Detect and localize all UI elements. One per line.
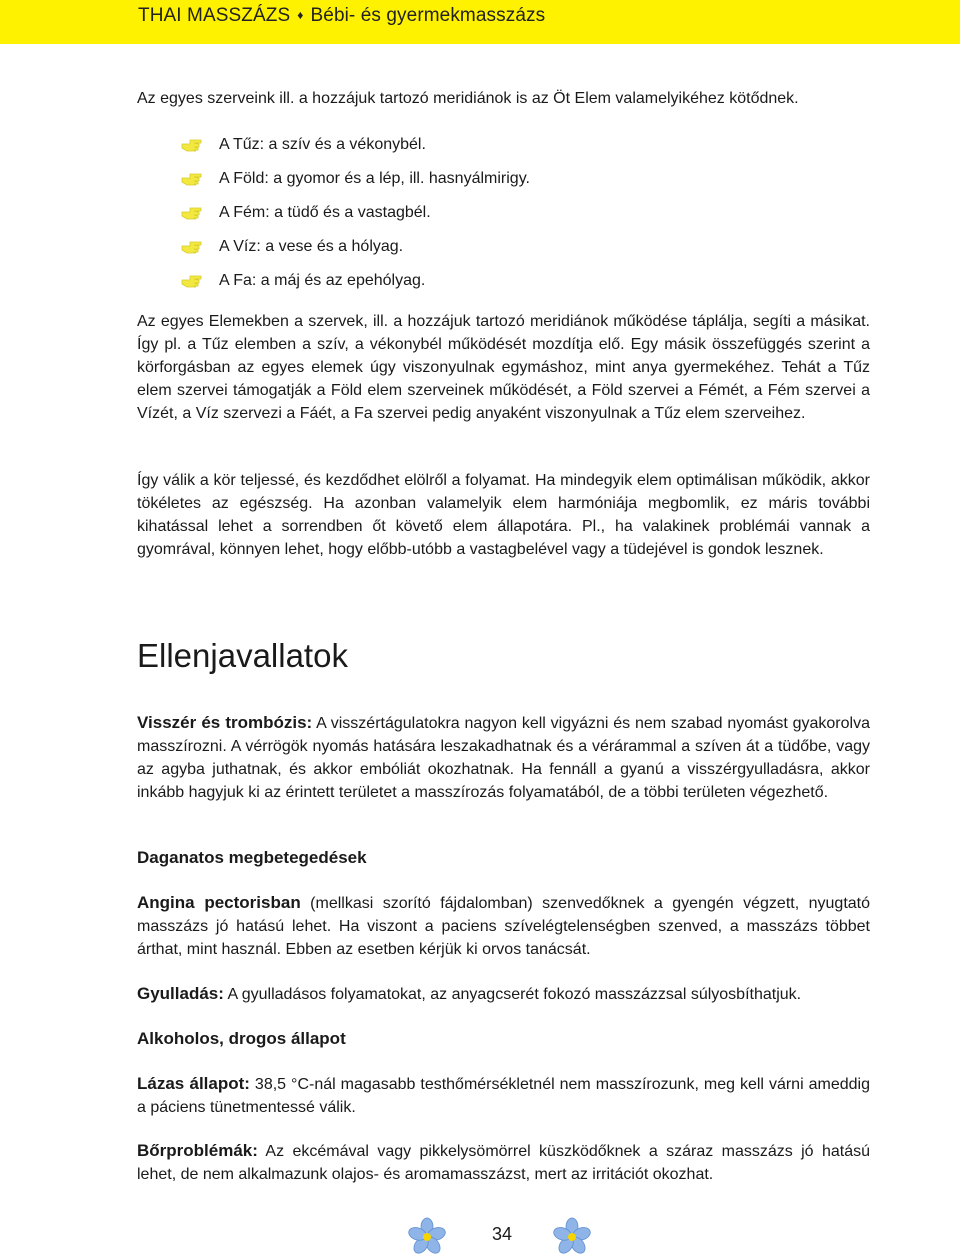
page-header: [0, 0, 960, 44]
contraindication-text: 38,5 °C-nál magasabb testhőmérsékletnél nem masszírozunk, meg kell várni ameddig a páciens tünetmentessé válik.: [137, 1076, 870, 1116]
contraindication-lead: Alkoholos, drogos állapot: [137, 1029, 346, 1048]
hand-pointer-icon: [181, 205, 203, 221]
list-item-text: A Fém: a tüdő és a vastagbél.: [219, 204, 431, 221]
contraindication-lead: Daganatos megbetegedések: [137, 848, 367, 867]
contraindication-lazas: [137, 1072, 870, 1119]
hand-pointer-icon: [181, 273, 203, 289]
list-item: [181, 162, 530, 196]
contraindication-gyulladas: [137, 982, 870, 1006]
list-item: [181, 230, 530, 264]
header-title: THAI MASSZÁZS: [138, 5, 291, 26]
diamond-icon: ♦: [297, 8, 304, 22]
contraindication-visszer: [137, 711, 870, 804]
hand-pointer-icon: [181, 171, 203, 187]
list-item: [181, 264, 530, 298]
list-item: [181, 128, 530, 162]
header-text: [138, 5, 545, 27]
contraindication-text: (mellkasi szorító fájdalomban) szenvedőknek a gyengén végzett, nyugtató masszázs jó hatású lehet. Ha viszont a paciens szívelégtelenségben szenved, a masszázs többet árthat, mint használ. Ebben az esetben kérjük ki orvos tanácsát.: [137, 895, 871, 958]
hand-pointer-icon: [181, 239, 203, 255]
contraindication-lead: Visszér és trombózis:: [137, 713, 313, 732]
elements-relation-paragraph: Az egyes Elemekben a szervek, ill. a hozzájuk tartozó meridiánok működése táplálja, segíti a másikat. Így pl. a Tűz elemben a szív, a vékonybél működését mozdítja elő. Egy másik összefüggés szerint a körforgásban az egyes elemek úgy viszonyulnak egymáshoz, mint anya gyermekéhez. Tehát a Tűz elem szervei támogatják a Föld elem szerveinek működését, a Föld szervei a Fémét, a Fém szervei a Vízét, a Víz szervezi a Fáét, a Fa szervei pedig anyaként viszonyulnak a Tűz elem szerveihez.: [137, 313, 870, 422]
contraindication-angina: [137, 891, 870, 961]
contraindication-lead: Gyulladás:: [137, 984, 224, 1003]
contraindication-lead: Angina pectorisban: [137, 893, 301, 912]
list-item-text: A Föld: a gyomor és a lép, ill. hasnyálmirigy.: [219, 170, 530, 187]
page-number: 34: [492, 1224, 513, 1244]
contraindication-alkohol: [137, 1027, 870, 1051]
contraindication-lead: Bőrproblémák:: [137, 1141, 258, 1160]
cycle-paragraph: Így válik a kör teljessé, és kezdődhet elölről a folyamat. Ha mindegyik elem optimálisan működik, akkor tökéletes az egészség. Ha azonban valamelyik elem harmóniája megbomlik, ez máris további kihatással lehet a sorrendben őt követő elem állapotára. Pl., ha valakinek problémái vannak a gyomrával, könnyen lehet, hogy előbb-utóbb a vastagbelével vagy a tüdejével is gondok lesznek.: [137, 472, 870, 558]
list-item-text: A Fa: a máj és az epehólyag.: [219, 272, 426, 289]
list-item-text: A Tűz: a szív és a vékonybél.: [219, 136, 426, 153]
flower-icon: [407, 1217, 447, 1257]
flower-icon: [552, 1217, 592, 1257]
section-title: Ellenjavallatok: [137, 637, 348, 674]
contraindication-daganat: [137, 846, 870, 870]
header-subtitle: Bébi- és gyermekmasszázs: [310, 5, 546, 26]
contraindication-text: Az ekcémával vagy pikkelysömörrel küszködőknek a száraz masszázs jó hatású lehet, de nem alkalmazunk olajos- és aromamasszázst, mert az irritációt okozhat.: [137, 1143, 870, 1183]
list-item-text: A Víz: a vese és a hólyag.: [219, 238, 404, 255]
list-item: [181, 196, 530, 230]
five-elements-list: [181, 128, 530, 298]
contraindication-bor: [137, 1139, 870, 1186]
contraindication-lead: Lázas állapot:: [137, 1074, 250, 1093]
contraindication-text: A visszértágulatokra nagyon kell vigyázni és nem szabad nyomást gyakorolva masszírozni. A vérrögök nyomás hatására leszakadhatnak és a vérárammal a szíven át a tüdőbe, vagy az agyba juthatnak, és akkor embóliát okozhatnak. Ha fennáll a gyanú a visszérgyulladásra, akkor inkább hagyjuk ki az érintett területet a masszírozás folyamatából, de a többi területen végezhető.: [137, 715, 870, 801]
hand-pointer-icon: [181, 137, 203, 153]
contraindication-text: A gyulladásos folyamatokat, az anyagcserét fokozó masszázzsal súlyosbíthatjuk.: [223, 986, 802, 1003]
intro-paragraph: Az egyes szerveink ill. a hozzájuk tartozó meridiánok is az Öt Elem valamelyikéhez kötődnek.: [137, 90, 799, 107]
